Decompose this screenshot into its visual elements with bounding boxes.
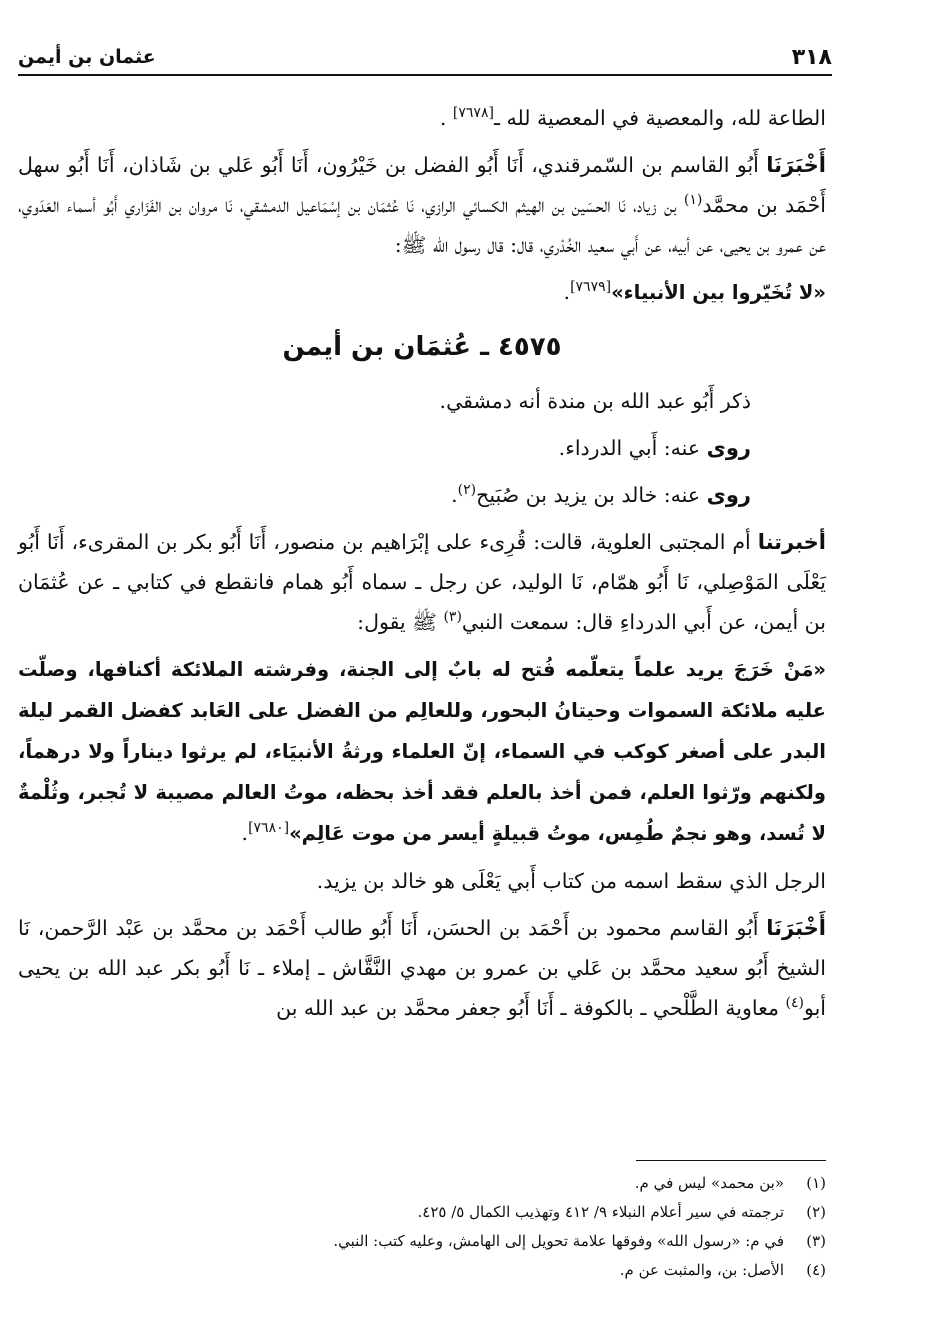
footnote-number: (٤)	[806, 1261, 826, 1279]
footnote-marker-2: (٢)	[457, 482, 477, 499]
footnote-4	[18, 1256, 826, 1285]
paragraph-2-cont: بن زياد، نَا الحسَين بن الهيثم الكسائي الرازي، نَا عُثمَان بن إسْمَاعيل الدمشقي، نَا مروان بن الفَزَاري أَبُو أسماء العَدَوي، عن عمرو بن يحيى، عن أبيه، عن أَبي سعيد الخُدْري، قال: قال رسول الله ﷺ:	[18, 193, 826, 257]
paragraph-8	[18, 649, 826, 854]
footnote-divider	[636, 1160, 826, 1161]
footnote-number: (١)	[806, 1174, 826, 1192]
isnad-lead-word: أَخْبَرَنَا	[766, 153, 826, 177]
paragraph-2-text: أَبُو القاسم بن السّمرقندي، أَنَا أَبُو الفضل بن خَيْرُون، أَنَا أَبُو عَلي بن شَاذان، أَنَا أَبُو سهل أَحْمَد بن محمَّد	[18, 153, 826, 217]
riwaya-lead-2: روى	[706, 483, 751, 507]
paragraph-2	[18, 145, 826, 265]
paragraph-5-text: عنه: أَبي الدرداء.	[558, 436, 707, 460]
footnote-text: ترجمته في سير أعلام النبلاء ٩/ ٤١٢ وتهذيب الكمال ٥/ ٤٢٥.	[417, 1203, 784, 1221]
footnote-2	[18, 1198, 826, 1227]
page-number: ٣١٨	[791, 44, 832, 70]
footnote-marker-4: (٤)	[785, 995, 804, 1012]
footnote-marker-3: (٣)	[443, 609, 462, 626]
hadith-text-1: «لا تُخَيّروا بين الأنبياء»	[611, 281, 826, 304]
paragraph-3-end: .	[563, 280, 571, 304]
paragraph-7-text: أم المجتبى العلوية، قالت: قُرِىء على إبْرَاهيم بن منصور، أَنَا أَبُو بكر بن المقرىء، أَنَا أَبُو يَعْلَى المَوْصِلي، نَا أَبُو همّام، نَا الوليد، عن رجل ـ سماه أَبُو همام فانقطع في كتابي ـ عن عُثمَان بن أيمن، عن أَبي الدرداءِ قال: سمعت النبي	[18, 530, 826, 634]
footnote-text: الأصل: بن، والمثبت عن م.	[619, 1261, 784, 1279]
paragraph-1-text: الطاعة لله، والمعصية في المعصية لله ـ	[493, 106, 826, 130]
paragraph-1-end: .	[439, 106, 453, 130]
footnotes	[18, 1160, 826, 1285]
isnad-lead-word-3: أَخْبَرَنَا	[766, 916, 826, 940]
footnote-text: «بن محمد» ليس في م.	[634, 1174, 784, 1192]
paragraph-8-end: .	[241, 821, 249, 845]
footnote-1	[18, 1169, 826, 1198]
paragraph-10-text: أَبُو القاسم محمود بن أَحْمَد بن الحسَن، أَنَا أَبُو طالب أَحْمَد بن محمَّد بن عَبْد الرَّحمن، نَا الشيخ أَبُو سعيد محمَّد بن عَلي بن عمرو بن مهدي النَّقَّاش ـ إملاء ـ نَا أَبُو بكر عبد الله بن يحيى أبو	[18, 916, 826, 1020]
paragraph-3	[18, 272, 826, 313]
paragraph-7-end: ﷺ يقول:	[357, 610, 444, 634]
section-heading: ٤٥٧٥ ـ عُثمَان بن أيمن	[282, 332, 562, 362]
paragraph-9: الرجل الذي سقط اسمه من كتاب أَبي يَعْلَى هو خالد بن يزيد.	[316, 869, 826, 893]
paragraph-6	[18, 475, 826, 515]
paragraph-10-end: معاوية الطَّلْحي ـ بالكوفة ـ أَنَا أَبُو جعفر محمَّد بن عبد الله بن	[276, 996, 786, 1020]
hadith-ref-7678: [٧٦٧٨]	[452, 105, 494, 122]
footnote-text: في م: «رسول الله» وفوقها علامة تحويل إلى الهامش، وعليه كتب: النبي.	[333, 1232, 784, 1250]
footnote-marker-1: (١)	[683, 192, 703, 209]
paragraph-10	[18, 908, 826, 1028]
paragraph-6-end: .	[451, 483, 458, 507]
running-title: عثمان بن أيمن	[18, 46, 156, 68]
hadith-ref-7679: [٧٦٧٩]	[570, 279, 612, 296]
riwaya-lead-1: روى	[706, 436, 751, 460]
footnote-number: (٣)	[806, 1232, 826, 1250]
paragraph-5	[18, 428, 826, 468]
hadith-text-2: «مَنْ خَرَجَ يريد علماً يتعلّمه فُتح له بابٌ إلى الجنة، وفرشته الملائكة أكنافها، وصلّت عليه ملائكة السموات وحيتانُ البحور، وللعالِم من الفضل على العَابد كفضل القمر ليلة البدر على أصغر كوكب في السماء، إنّ العلماء ورثةُ الأنبيَاء، لم يرثوا ديناراً ولا درهماً، ولكنهم ورّثوا العلم، فمن أخذ بالعلم فقد أخذ بحظه، موتُ العالم مصيبة لا تُجبر، وثُلْمةٌ لا تُسد، وهو نجمٌ طُمِس، موتُ قبيلةٍ أيسر من موت عَالِم»	[18, 658, 826, 845]
isnad-lead-word-2: أخبرتنا	[757, 530, 826, 554]
paragraph-4: ذكر أَبُو عبد الله بن مندة أنه دمشقي.	[439, 389, 751, 413]
hadith-ref-7680: [٧٦٨٠]	[248, 820, 290, 837]
paragraph-1	[18, 98, 826, 138]
footnote-3	[18, 1227, 826, 1256]
paragraph-7	[18, 522, 826, 642]
footnote-number: (٢)	[806, 1203, 826, 1221]
paragraph-6-text: عنه: خالد بن يزيد بن صُبَيح	[476, 483, 707, 507]
running-header	[18, 40, 832, 76]
main-text	[18, 98, 826, 1035]
